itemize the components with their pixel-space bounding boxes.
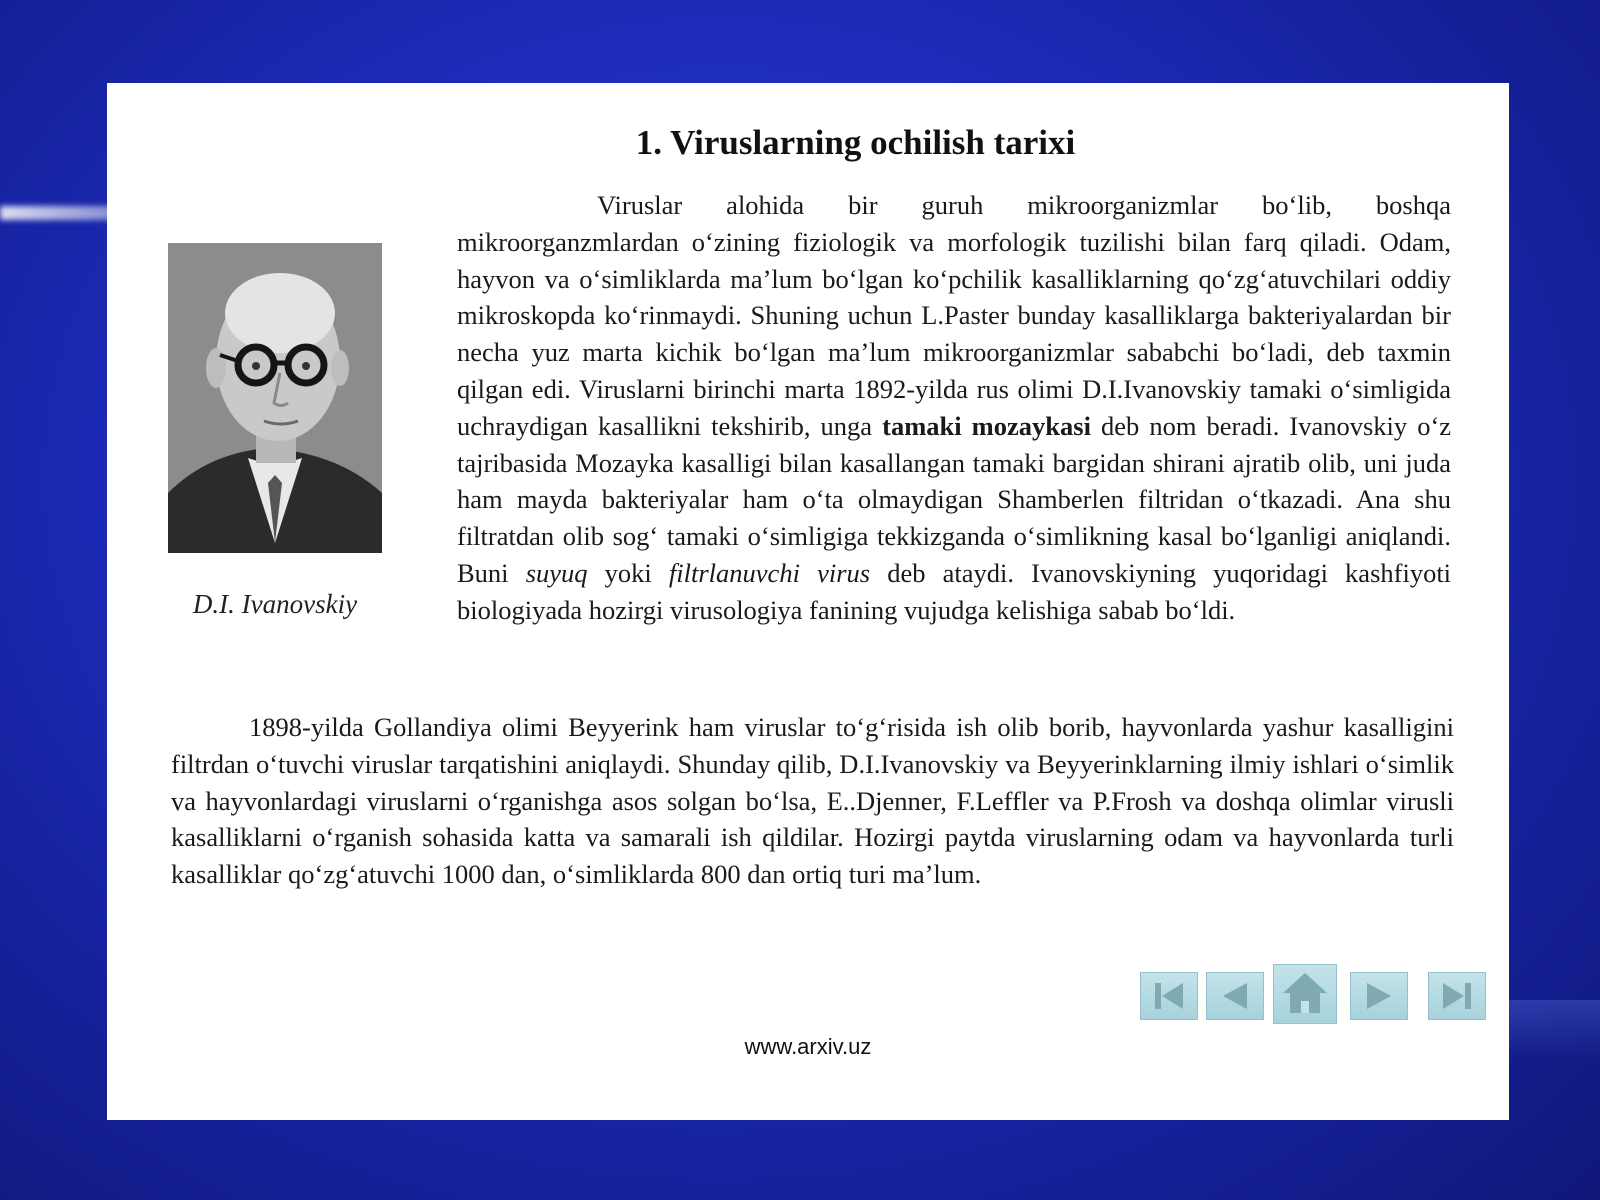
- paragraph-2: [171, 709, 1454, 893]
- next-slide-button[interactable]: [1350, 972, 1408, 1020]
- first-slide-button[interactable]: [1140, 972, 1198, 1020]
- paragraph-1-text-b: deb nom beradi. Ivanovskiy o‘z tajribasida Mozayka kasalligi bilan kasallangan tamaki bargidan shirani ajratib olib, uni juda ham mayda bakteriyalar ham o‘ta olmaydigan Shamberlen filtridan o‘tkazadi. Ana shu filtratdan olib sog‘ tamaki o‘simligiga tekkizganda o‘simlikning kasal bo‘lganligi aniqlandi. Buni: [457, 410, 1452, 588]
- home-button[interactable]: [1273, 964, 1337, 1024]
- paragraph-2-text: 1898-yilda Gollandiya olimi Beyyerink ham viruslar to‘g‘risida ish olib borib, hayvonlarda yashur kasalligini filtrdan o‘tuvchi viruslar tarqatishini aniqlaydi. Shunday qilib, D.I.Ivanovskiy va Beyyerinklarning ilmiy ishlari o‘simlik va hayvonlardagi viruslarni o‘rganishga asos solgan bo‘lsa, E..Djenner, F.Leffler va P.Frosh va doshqa olimlar virusli kasalliklarni o‘rganish sohasida katta va samarali ish qildilar. Hozirgi paytda viruslarning odam va hayvonlarda turli kasalliklar qo‘zg‘atuvchi 1000 dan, o‘simliklarda 800 dan ortiq turi ma’lum.: [171, 712, 1454, 890]
- previous-slide-button[interactable]: [1206, 972, 1264, 1020]
- paragraph-1: [457, 187, 1451, 629]
- paragraph-1-text-c: yoki: [604, 557, 652, 588]
- website-link[interactable]: www.arxiv.uz: [744, 1034, 872, 1059]
- photo-caption: D.I. Ivanovskiy: [192, 589, 358, 619]
- skip-to-last-icon: [1435, 979, 1479, 1013]
- paragraph-1-italic-term-1: suyuq: [525, 557, 588, 588]
- next-icon: [1357, 979, 1401, 1013]
- portrait-photo: [168, 243, 382, 553]
- skip-to-first-icon: [1147, 979, 1191, 1013]
- paragraph-1-bold-term: tamaki mozaykasi: [882, 410, 1091, 441]
- home-icon: [1281, 971, 1329, 1017]
- paragraph-1-italic-term-2: filtrlanuvchi virus: [668, 557, 871, 588]
- previous-icon: [1213, 979, 1257, 1013]
- paragraph-1-text-a: Viruslar alohida bir guruh mikroorganizmlar bo‘lib, boshqa mikroorganzmlardan o‘zining fiziologik va morfologik tuzilishi bilan farq qiladi. Odam, hayvon va o‘simliklarda ma’lum bo‘lgan ko‘pchilik kasalliklarning qo‘zg‘atuvchilari oddiy mikroskopda ko‘rinmaydi. Shuning uchun L.Paster bunday kasalliklarga bakteriyalardan bir necha yuz marta kichik bo‘lgan ma’lum mikroorganizmlar sababchi bo‘ladi, deb taxmin qilgan edi. Viruslarni birinchi marta 1892-yilda rus olimi D.I.Ivanovskiy tamaki o‘simligida uchraydigan kasallikni tekshirib, unga: [457, 190, 1451, 441]
- paragraph-1-text-d: deb ataydi. Ivanovskiyning yuqoridagi kashfiyoti biologiyada hozirgi virusologiya fanining vujudga kelishiga sabab bo‘ldi.: [457, 557, 1452, 625]
- last-slide-button[interactable]: [1428, 972, 1486, 1020]
- slide-title: 1. Viruslarning ochilish tarixi: [635, 123, 1076, 162]
- portrait-image: [168, 243, 382, 553]
